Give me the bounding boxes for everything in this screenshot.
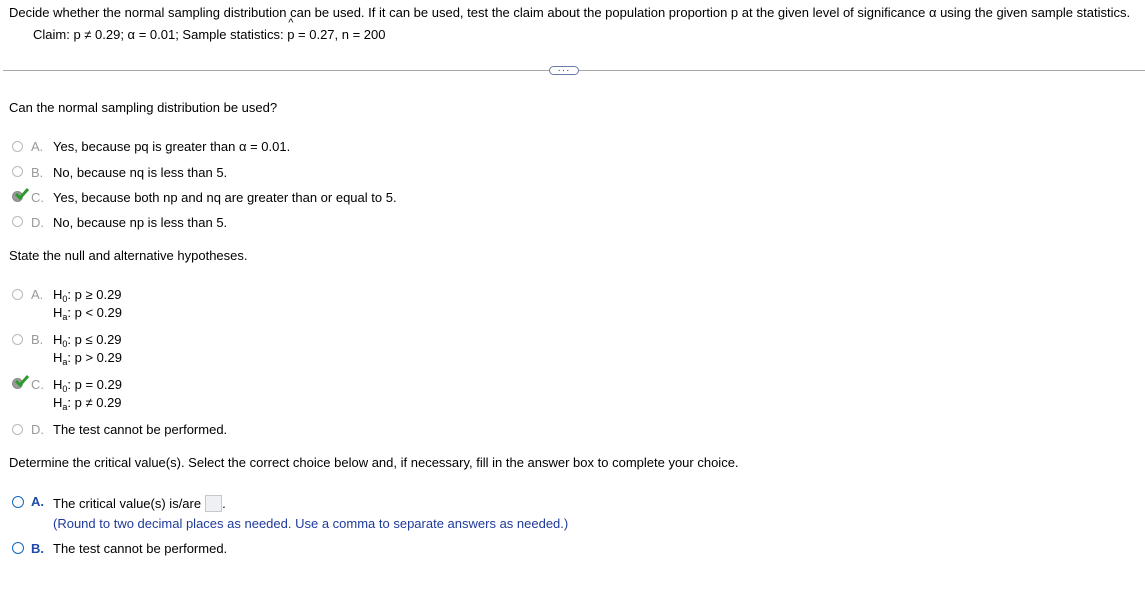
h-subscript: 0: [62, 294, 68, 304]
colon: :: [67, 350, 75, 365]
h-subscript: a: [62, 312, 68, 322]
part3-option-a-text: [53, 496, 226, 513]
claim-suffix: = 0.27, n = 200: [294, 27, 386, 42]
h-subscript: a: [62, 402, 68, 412]
part2-option-a-h0: [53, 287, 122, 302]
part1-option-a-letter: A.: [31, 139, 44, 154]
part2-option-a-ha: [53, 305, 122, 320]
critical-value-label: The critical value(s) is/are: [53, 496, 202, 511]
critical-value-input[interactable]: [205, 495, 222, 512]
hypothesis-value: p ≤ 0.29: [74, 332, 122, 347]
part3-option-b-radio[interactable]: [12, 542, 24, 554]
part2-option-c-letter: C.: [31, 377, 44, 392]
p-hat-symbol: [287, 17, 295, 42]
hypothesis-value: p = 0.29: [74, 377, 122, 392]
rounding-hint: (Round to two decimal places as needed. Use a comma to separate answers as needed.): [53, 516, 569, 531]
part2-option-d-letter: D.: [31, 422, 44, 437]
period: .: [222, 496, 226, 511]
colon: :: [67, 287, 75, 302]
correct-check-icon: [15, 187, 29, 201]
part1-option-b-radio[interactable]: [12, 166, 23, 177]
more-options-button[interactable]: ···: [549, 66, 579, 75]
part2-option-b-letter: B.: [31, 332, 44, 347]
part1-option-a-text: Yes, because pq is greater than α = 0.01.: [53, 139, 291, 154]
h-subscript: 0: [62, 384, 68, 394]
part1-option-a-radio[interactable]: [12, 141, 23, 152]
part1-option-d-text: No, because np is less than 5.: [53, 215, 228, 230]
colon: :: [67, 377, 75, 392]
part2-option-d-radio[interactable]: [12, 424, 23, 435]
part1-option-c-letter: C.: [31, 190, 44, 205]
h-symbol: H: [53, 332, 63, 347]
hypothesis-value: p > 0.29: [74, 350, 122, 365]
part2-option-a-radio[interactable]: [12, 289, 23, 300]
part2-option-b-h0: [53, 332, 122, 347]
part1-option-d-letter: D.: [31, 215, 44, 230]
colon: :: [67, 395, 75, 410]
part1-option-b-text: No, because nq is less than 5.: [53, 165, 228, 180]
part3-prompt: Determine the critical value(s). Select the correct choice below and, if necessary, fill in the answer box to complete your choice.: [9, 455, 739, 470]
hypothesis-value: p ≠ 0.29: [74, 395, 122, 410]
part2-prompt: State the null and alternative hypotheses.: [9, 248, 248, 263]
part2-option-a-letter: A.: [31, 287, 44, 302]
correct-check-icon: [15, 374, 29, 388]
part1-option-c-text: Yes, because both np and nq are greater than or equal to 5.: [53, 190, 397, 205]
colon: :: [67, 305, 75, 320]
h-subscript: a: [62, 357, 68, 367]
hat-accent: ^: [288, 17, 294, 29]
claim-text: [33, 17, 386, 42]
part3-option-a-radio[interactable]: [12, 496, 24, 508]
part2-option-c-ha: [53, 395, 122, 410]
claim-prefix: Claim: p ≠ 0.29; α = 0.01; Sample statistics:: [33, 27, 288, 42]
hypothesis-value: p ≥ 0.29: [74, 287, 122, 302]
h-symbol: H: [53, 395, 63, 410]
part3-option-a-letter: A.: [31, 494, 44, 509]
part2-option-d-text: The test cannot be performed.: [53, 422, 228, 437]
colon: :: [67, 332, 75, 347]
p-hat-letter: p: [287, 27, 295, 42]
h-symbol: H: [53, 287, 63, 302]
question-title: Decide whether the normal sampling distribution can be used. If it can be used, test the claim about the population proportion p at the given level of significance α using the given sample statistics.: [9, 5, 1131, 20]
hypothesis-value: p < 0.29: [74, 305, 122, 320]
part1-option-d-radio[interactable]: [12, 216, 23, 227]
h-subscript: 0: [62, 339, 68, 349]
h-symbol: H: [53, 305, 63, 320]
h-symbol: H: [53, 377, 63, 392]
part1-prompt: Can the normal sampling distribution be used?: [9, 100, 278, 115]
part1-option-b-letter: B.: [31, 165, 44, 180]
part2-option-c-h0: [53, 377, 122, 392]
part3-option-b-letter: B.: [31, 541, 44, 556]
part3-option-b-text: The test cannot be performed.: [53, 541, 228, 556]
h-symbol: H: [53, 350, 63, 365]
part2-option-b-radio[interactable]: [12, 334, 23, 345]
part2-option-b-ha: [53, 350, 122, 365]
